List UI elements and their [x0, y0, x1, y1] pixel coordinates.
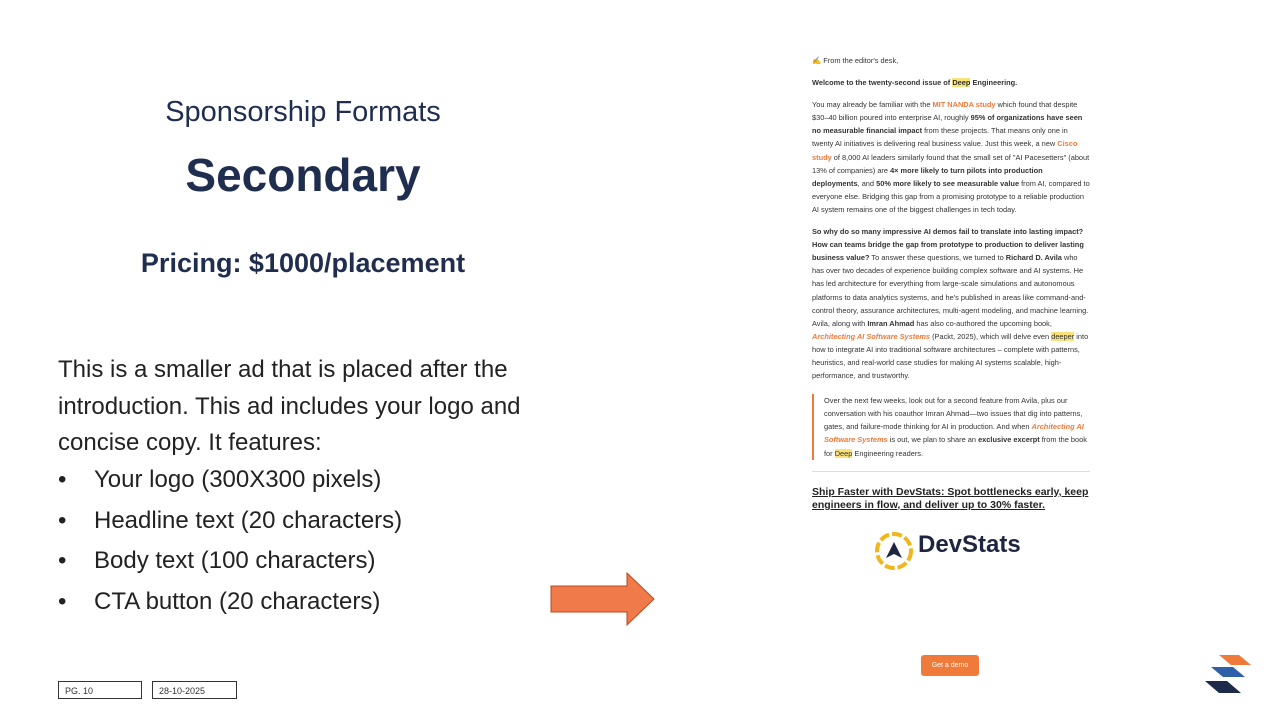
feature-text: CTA button (20 characters): [94, 587, 381, 615]
feature-item: [58, 584, 402, 625]
callout-quote: Over the next few weeks, look out for a second feature from Avila, plus our conversation with his coauthor Imran Ahmad—two issues that dig into patterns, gates, and failure-mode thinking for AI in production. And when Architecting AI Software Systems is out, we plan to share an exclusive excerpt from the book for Deep Engineering readers.: [812, 394, 1090, 459]
get-demo-button[interactable]: Get a demo: [921, 655, 979, 676]
feature-item: [58, 462, 402, 503]
slide-date: 28-10-2025: [152, 681, 237, 699]
format-description: This is a smaller ad that is placed after the introduction. This ad includes your logo and concise copy. It features:: [58, 356, 521, 456]
book-link[interactable]: Architecting AI Software Systems: [812, 331, 931, 341]
bullet-icon: •: [58, 547, 67, 575]
newsletter-preview: [812, 54, 1090, 582]
writing-hand-icon: ✍: [812, 56, 822, 65]
feature-list: [58, 462, 402, 624]
slide-title: Secondary: [185, 149, 421, 201]
book-link[interactable]: Architecting AI Software Systems: [824, 422, 1084, 445]
feature-item: [58, 543, 402, 584]
devstats-logo-icon: [873, 530, 915, 572]
bullet-icon: •: [58, 466, 67, 493]
cisco-study-link[interactable]: Cisco study: [812, 139, 1078, 162]
greeting: ✍ From the editor's desk,: [812, 56, 899, 65]
feature-text: Body text (100 characters): [94, 547, 376, 575]
right-arrow-icon: [550, 572, 656, 626]
intro-paragraph: You may already be familiar with the MIT NANDA study which found that despite $30–40 billion poured into enterprise AI, roughly 95% of organizations have seen no measurable financial impact from these projects. That means only one in twenty AI initiatives is delivering real business value. Just this week, a new Cisco study of 8,000 AI leaders similarly found that the small set of "AI Pacesetters" (about 13% of companies) are 4× more likely to turn pilots into production deployments, and 50% more likely to see measurable value from AI, compared to everyone else. Bridging this gap from a promising prototype to a reliable production AI system remains one of the biggest challenges in tech today.: [812, 100, 1090, 214]
feature-item: [58, 503, 402, 544]
divider: [812, 471, 1090, 472]
mit-nanda-link[interactable]: MIT NANDA study: [932, 100, 996, 110]
welcome-line: Welcome to the twenty-second issue of Deep Engineering.: [812, 78, 1018, 88]
page-number: PG. 10: [58, 681, 142, 699]
bullet-icon: •: [58, 587, 67, 615]
ad-headline[interactable]: Ship Faster with DevStats: Spot bottlenecks early, keep engineers in flow, and deliver up to 30% faster.: [812, 485, 1089, 511]
second-paragraph: So why do so many impressive AI demos fail to translate into lasting impact? How can teams bridge the gap from prototype to production to deliver lasting business value? To answer these questions, we turned to Richard D. Avila who has over two decades of experience building complex software and AI systems. He has led architecture for everything from large-scale simulations and autonomous platforms to data analytics systems, and he's published in areas like command-and-control theory, assurance architectures, multi-agent modeling, and machine learning. Avila, along with Imran Ahmad has also co-authored the upcoming book, Architecting AI Software Systems (Packt, 2025), which will delve even deeper into how to integrate AI into traditional software architectures – complete with patterns, heuristics, and real-world case studies for making AI systems scalable, high-performance, and trustworthy.: [812, 227, 1089, 381]
sponsor-logo: DevStats: [812, 530, 1090, 582]
slide-subtitle: Sponsorship Formats: [165, 96, 441, 128]
company-logo-icon: [1205, 655, 1253, 695]
pricing-text: Pricing: $1000/placement: [140, 248, 466, 278]
bullet-icon: •: [58, 506, 67, 534]
feature-text: Headline text (20 characters): [94, 506, 403, 534]
feature-text: Your logo (300X300 pixels): [94, 466, 382, 493]
